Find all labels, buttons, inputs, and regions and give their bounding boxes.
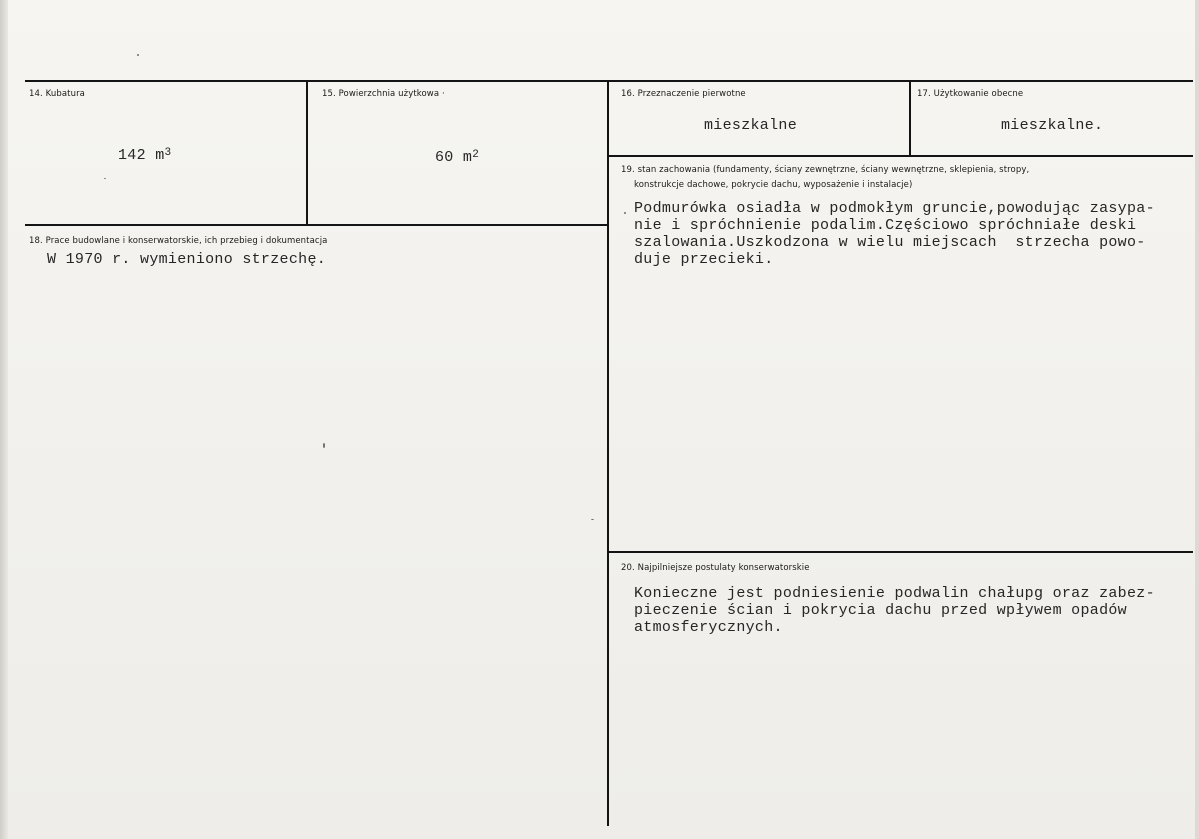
rule-below-14-15	[25, 224, 609, 226]
field-16-value: mieszkalne	[704, 117, 798, 134]
field-15-label: 15. Powierzchnia użytkowa ·	[322, 89, 445, 99]
field-14-value	[118, 147, 171, 164]
field-20-text: Konieczne jest podniesienie podwalin chałupg oraz zabez- pieczenie ścian i pokrycia dachu przed wpływem opadów atmosferycznych.	[634, 585, 1155, 636]
kubatura-exponent: 3	[164, 147, 172, 159]
paper-speck	[591, 519, 594, 520]
divider-16-17	[909, 80, 911, 157]
powierzchnia-value: 60 m	[435, 149, 473, 166]
paper-right-edge	[1195, 0, 1199, 839]
divider-14-15	[306, 80, 308, 226]
paper-speck	[137, 54, 139, 56]
field-16-label: 16. Przeznaczenie pierwotne	[621, 89, 746, 99]
kubatura-value: 142 m	[118, 147, 165, 164]
field-18-label: 18. Prace budowlane i konserwatorskie, ich przebieg i dokumentacja	[29, 236, 328, 246]
field-15-value	[435, 149, 479, 166]
powierzchnia-exponent: 2	[472, 149, 480, 161]
field-20-label: 20. Najpilniejsze postulaty konserwatorskie	[621, 563, 810, 573]
field-14-label: 14. Kubatura	[29, 89, 85, 99]
paper-speck	[624, 212, 626, 214]
center-divider	[607, 80, 609, 826]
field-19-label-line2: konstrukcje dachowe, pokrycie dachu, wyposażenie i instalacje)	[634, 180, 913, 190]
top-rule	[25, 80, 1193, 82]
field-18-text: W 1970 r. wymieniono strzechę.	[47, 251, 327, 268]
paper-left-edge	[0, 0, 8, 839]
paper-speck	[323, 443, 325, 448]
field-19-label-line1: 19. stan zachowania (fundamenty, ściany zewnętrzne, ściany wewnętrzne, sklepienia, stropy,	[621, 165, 1030, 175]
paper-speck	[104, 178, 106, 179]
field-19-text: Podmurówka osiadła w podmokłym gruncie,powodując zasypa- nie i spróchnienie podalim.Częściowo spróchniałe deski szalowania.Uszkodzona w wielu miejscach strzecha powo- duje przecieki.	[634, 200, 1155, 268]
rule-above-20	[607, 551, 1193, 553]
field-17-label: 17. Użytkowanie obecne	[917, 89, 1024, 99]
field-17-value: mieszkalne.	[1001, 117, 1104, 134]
rule-below-16-17	[607, 155, 1193, 157]
